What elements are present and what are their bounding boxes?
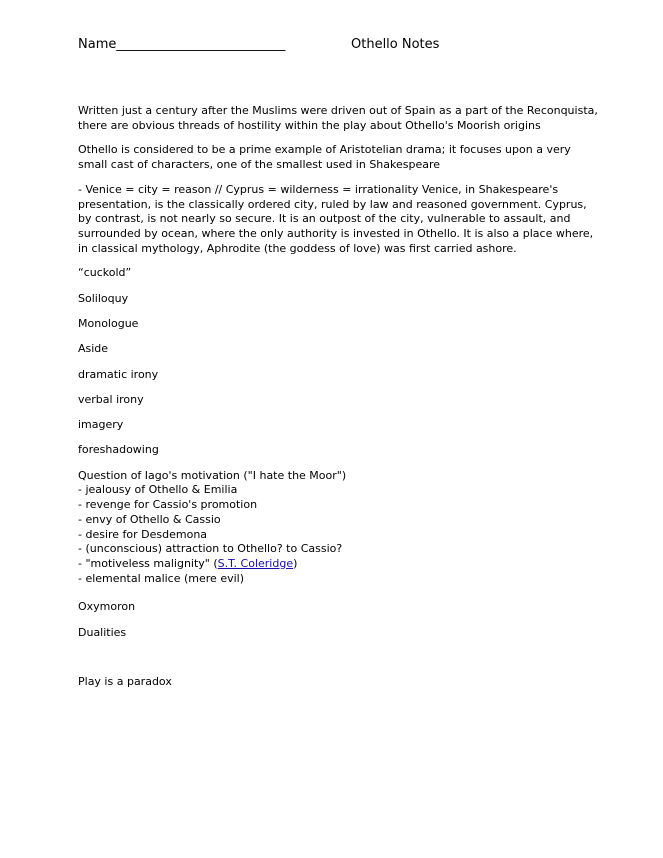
term-monologue: Monologue bbox=[78, 316, 139, 330]
list-item: - envy of Othello & Cassio bbox=[78, 512, 221, 526]
list-item-malignity bbox=[78, 557, 598, 572]
list-item: - (unconscious) attraction to Othello? to Cassio? bbox=[78, 542, 343, 556]
list-item: - revenge for Cassio's promotion bbox=[78, 498, 258, 512]
paragraph-aristotelian: Othello is considered to be a prime example of Aristotelian drama; it focuses upon a very small cast of characters, one of the smallest used in Shakespeare bbox=[78, 143, 571, 172]
spacer bbox=[78, 586, 598, 600]
term-dualities: Dualities bbox=[78, 625, 127, 639]
list-item: - jealousy of Othello & Emilia bbox=[78, 483, 238, 497]
term-aside: Aside bbox=[78, 342, 109, 356]
term-soliloquy: Soliloquy bbox=[78, 291, 129, 305]
name-field-label: Name__________________________ bbox=[78, 37, 286, 52]
term-verbal-irony: verbal irony bbox=[78, 392, 144, 406]
term-cuckold: “cuckold” bbox=[78, 266, 132, 280]
paragraph-reconquista: Written just a century after the Muslims were driven out of Spain as a part of the Reconquista, there are obvious threads of hostility within the play about Othello's Moorish origins bbox=[78, 104, 598, 132]
motivation-section bbox=[78, 469, 598, 587]
list-item: - desire for Desdemona bbox=[78, 527, 208, 541]
term-imagery: imagery bbox=[78, 418, 124, 432]
list-item: - elemental malice (mere evil) bbox=[78, 571, 244, 585]
term-dramatic-irony: dramatic irony bbox=[78, 367, 159, 381]
paragraph-venice-cyprus: - Venice = city = reason // Cyprus = wilderness = irrationality Venice, in Shakespeare's presentation, is the classically ordered city, ruled by law and reasoned government. Cyprus, by contrast, is not nearly so secure. It is an outpost of the city, vulnerable to assault, and surrounded by ocean, where the only authority is invested in Othello. It is also a place where, in classical mythology, Aphrodite (the goddess of love) was first carried ashore. bbox=[78, 182, 594, 255]
term-foreshadowing: foreshadowing bbox=[78, 443, 159, 457]
document-title: Othello Notes bbox=[351, 37, 440, 52]
spacer bbox=[78, 651, 598, 675]
term-oxymoron: Oxymoron bbox=[78, 600, 136, 614]
play-paradox-line: Play is a paradox bbox=[78, 674, 172, 688]
malignity-suffix: ) bbox=[293, 556, 298, 570]
coleridge-link[interactable]: S.T. Coleridge bbox=[217, 556, 294, 570]
motivation-heading: Question of Iago's motivation ("I hate the Moor") bbox=[78, 468, 347, 482]
document-body bbox=[78, 104, 598, 700]
malignity-prefix: - "motiveless malignity" ( bbox=[78, 556, 218, 570]
